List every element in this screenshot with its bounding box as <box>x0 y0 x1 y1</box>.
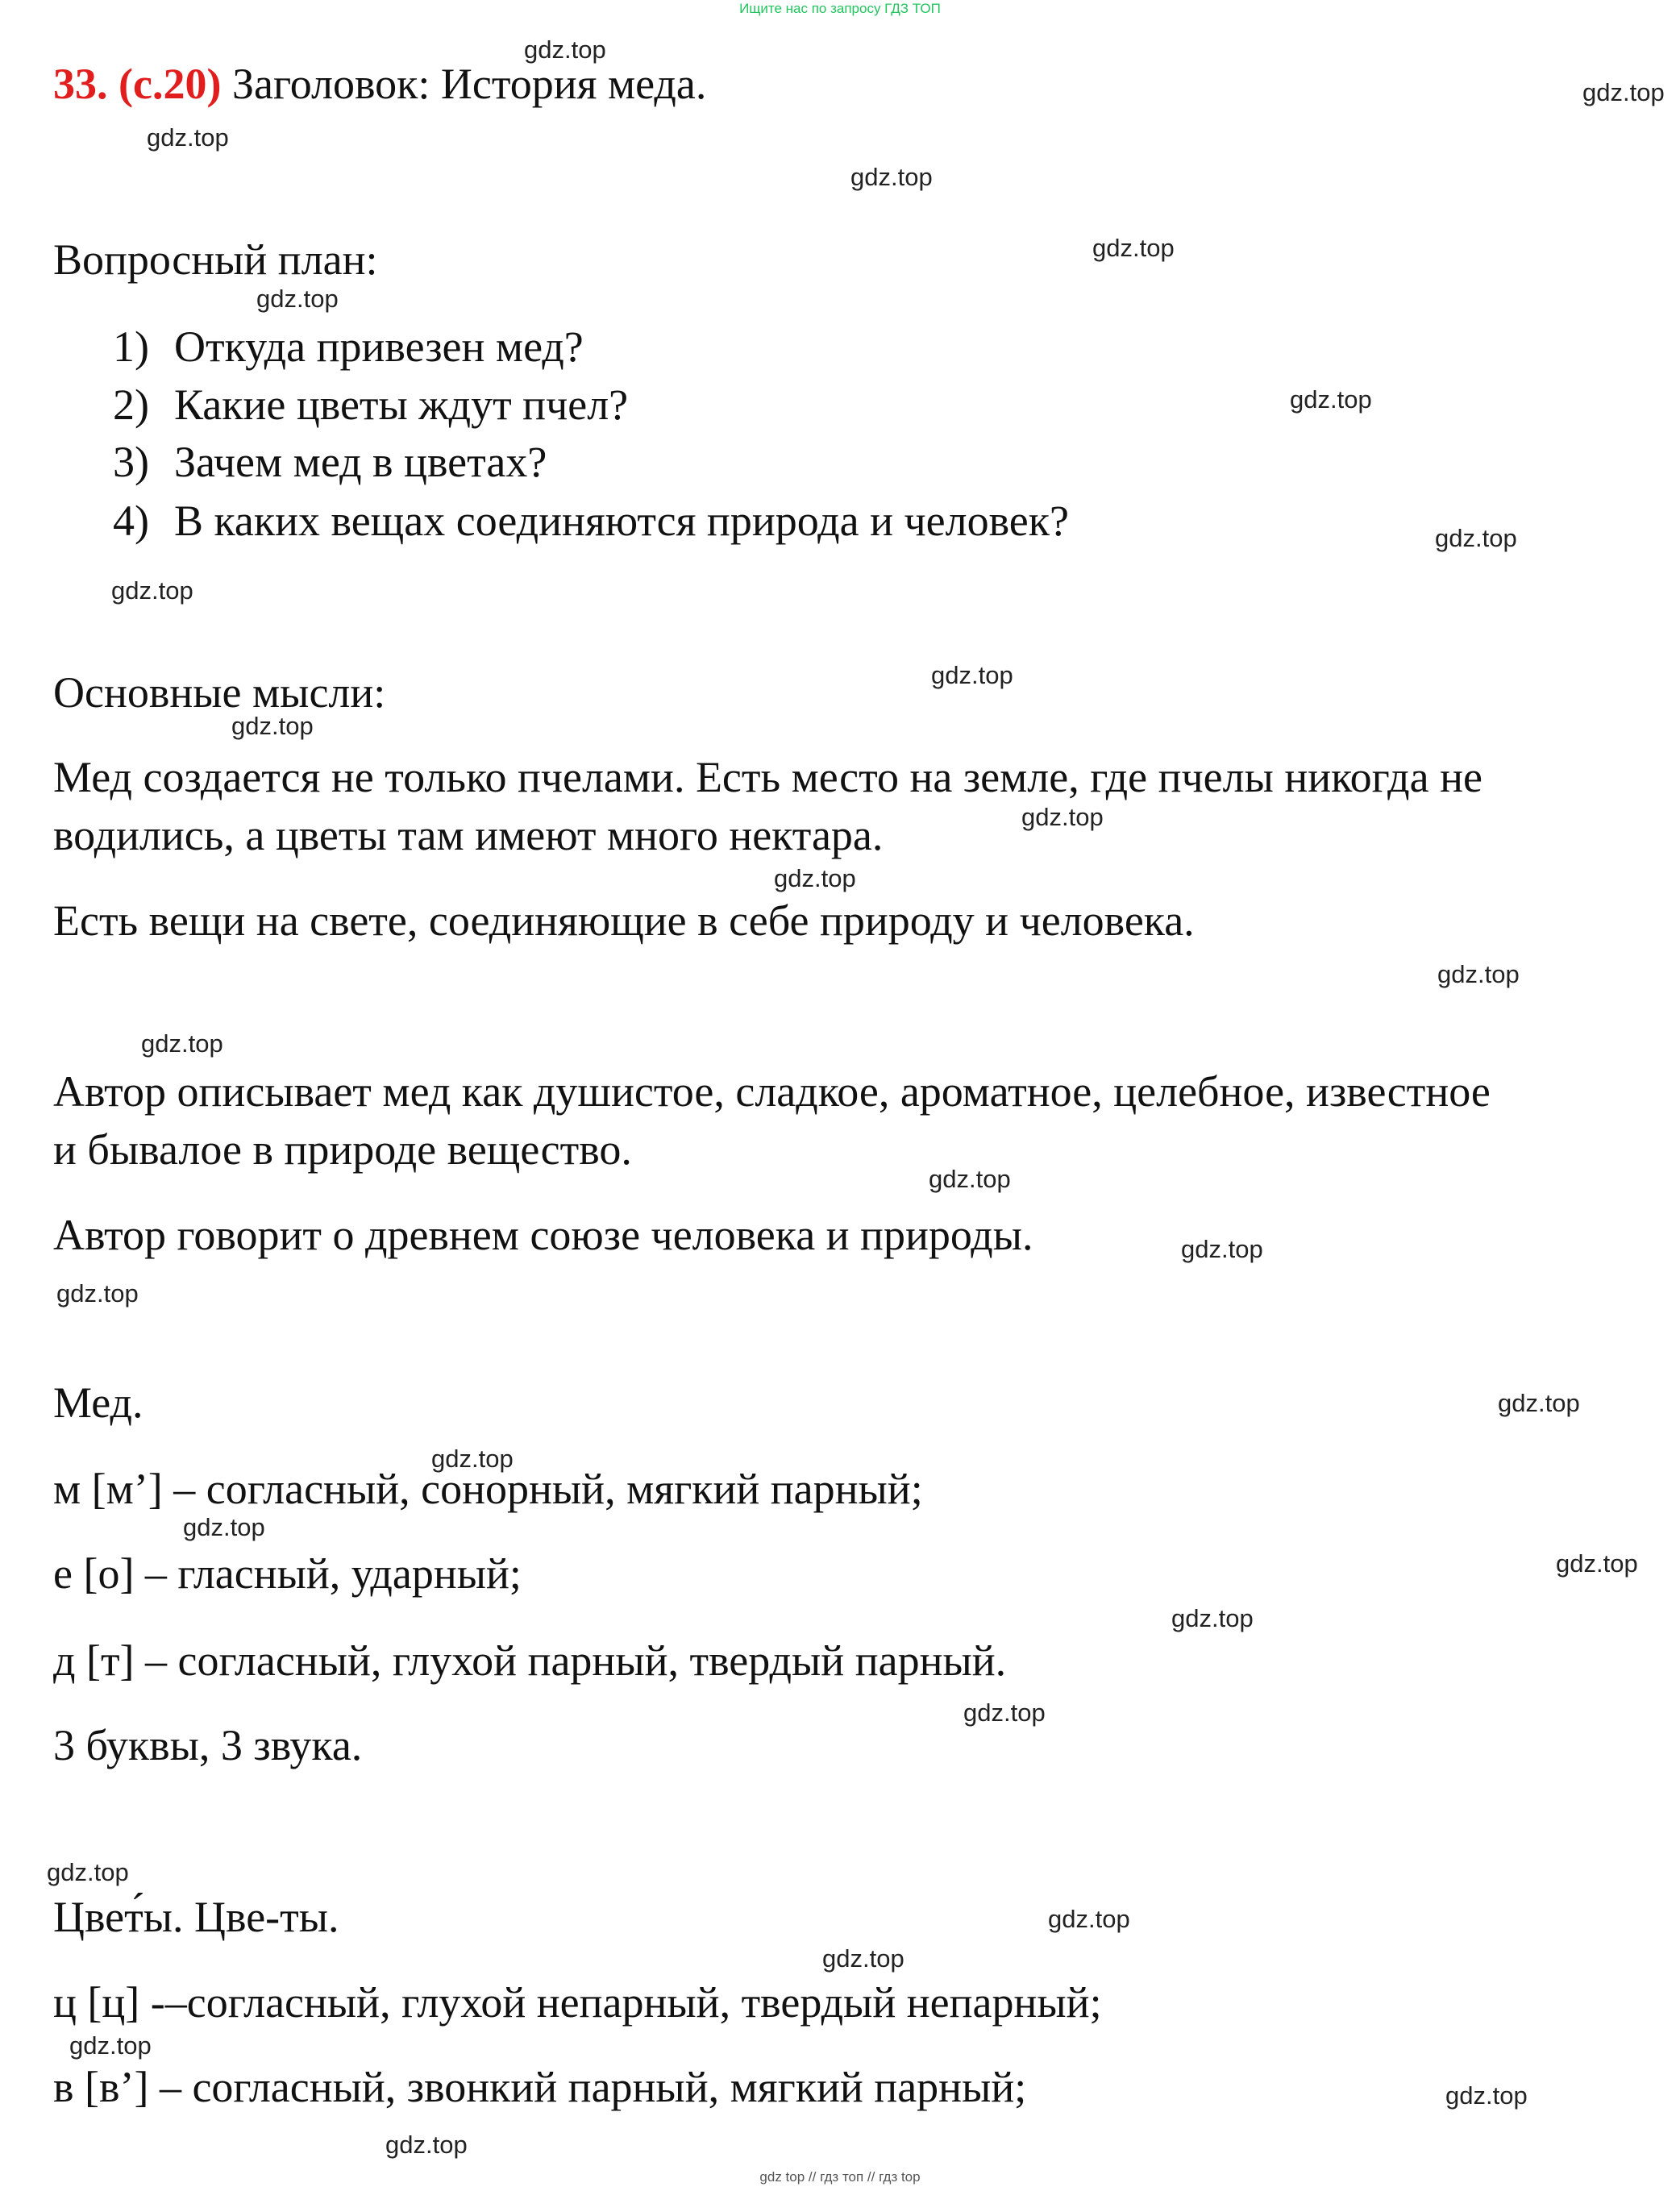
watermark: gdz.top <box>147 123 229 152</box>
watermark: gdz.top <box>1181 1235 1263 1263</box>
phonetic-line: м [м’] – согласный, сонорный, мягкий парный; <box>53 1465 923 1513</box>
watermark: gdz.top <box>1445 2081 1528 2110</box>
watermark: gdz.top <box>1437 960 1520 988</box>
cvety-heading: Цвет́ы. Цве-ты. <box>53 1893 339 1941</box>
plan-item-text: Какие цветы ждут пчел? <box>174 380 629 429</box>
task-number: 33. (с.20) <box>53 60 222 108</box>
watermark: gdz.top <box>1582 78 1665 106</box>
watermark: gdz.top <box>774 864 856 892</box>
plan-item <box>113 495 1069 547</box>
phonetic-line: е [о] – гласный, ударный; <box>53 1549 522 1598</box>
watermark: gdz.top <box>1048 1905 1130 1933</box>
plan-item-number: 1) <box>113 322 149 371</box>
watermark: gdz.top <box>1092 234 1175 262</box>
ideas-heading: Основные мысли: <box>53 668 386 717</box>
phonetic-line: в [в’] – согласный, звонкий парный, мягкий парный; <box>53 2063 1027 2111</box>
plan-item-text: Откуда привезен мед? <box>174 322 584 371</box>
watermark: gdz.top <box>256 285 339 313</box>
ideas-paragraph: Автор говорит о древнем союзе человека и природы. <box>53 1211 1033 1259</box>
watermark: gdz.top <box>1021 803 1104 831</box>
plan-item <box>113 379 628 430</box>
watermark: gdz.top <box>431 1445 514 1473</box>
plan-item-number: 4) <box>113 497 149 545</box>
watermark: gdz.top <box>69 2031 152 2060</box>
watermark: gdz.top <box>47 1858 129 1886</box>
ideas-paragraph: и бывалое в природе вещество. <box>53 1125 632 1174</box>
plan-item-number: 3) <box>113 438 149 486</box>
watermark: gdz.top <box>1556 1549 1638 1578</box>
ideas-paragraph: Мед создается не только пчелами. Есть место на земле, где пчелы никогда не <box>53 753 1482 801</box>
watermark: gdz.top <box>929 1165 1011 1193</box>
plan-item <box>113 321 584 372</box>
watermark: gdz.top <box>183 1513 265 1541</box>
task-title: Заголовок: История меда. <box>231 60 707 108</box>
watermark: gdz.top <box>385 2131 468 2159</box>
watermark: gdz.top <box>850 163 933 191</box>
phonetic-line: 3 буквы, 3 звука. <box>53 1721 363 1769</box>
watermark: gdz.top <box>1435 524 1517 552</box>
phonetic-line: д [т] – согласный, глухой парный, твердый парный. <box>53 1636 1007 1685</box>
plan-item-number: 2) <box>113 380 149 429</box>
top-banner: Ищите нас по запросу ГДЗ ТОП <box>739 1 941 16</box>
watermark: gdz.top <box>1290 385 1372 414</box>
plan-item-text: В каких вещах соединяются природа и человек? <box>174 497 1069 545</box>
plan-item <box>113 436 547 488</box>
phonetic-line: ц [ц] -–согласный, глухой непарный, твердый непарный; <box>53 1978 1102 2027</box>
watermark: gdz.top <box>56 1279 139 1308</box>
med-heading: Мед. <box>53 1378 143 1427</box>
watermark: gdz.top <box>524 35 606 64</box>
watermark: gdz.top <box>1171 1604 1254 1632</box>
plan-heading: Вопросный план: <box>53 235 378 284</box>
plan-item-text: Зачем мед в цветах? <box>174 438 547 486</box>
watermark: gdz.top <box>141 1029 223 1058</box>
watermark: gdz.top <box>963 1698 1046 1727</box>
ideas-paragraph: Автор описывает мед как душистое, сладкое, ароматное, целебное, известное <box>53 1067 1491 1116</box>
task-header <box>53 58 706 110</box>
ideas-paragraph: водились, а цветы там имеют много нектара. <box>53 811 884 859</box>
watermark: gdz.top <box>231 712 314 740</box>
watermark: gdz.top <box>931 661 1013 689</box>
watermark: gdz.top <box>1498 1389 1580 1417</box>
footer-watermark: gdz top // гдз топ // гдз top <box>759 2169 921 2185</box>
ideas-paragraph: Есть вещи на свете, соединяющие в себе природу и человека. <box>53 896 1195 945</box>
watermark: gdz.top <box>111 576 193 605</box>
watermark: gdz.top <box>822 1944 904 1973</box>
